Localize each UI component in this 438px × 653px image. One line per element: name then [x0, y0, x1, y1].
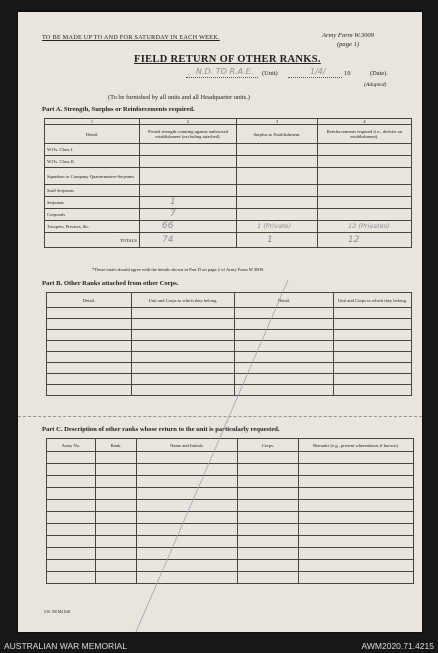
c-header-name: Name and Initials.	[137, 439, 238, 452]
c-header-rank: Rank.	[96, 439, 137, 452]
header-note: TO BE MADE UP TO AND FOR SATURDAY IN EACH WEEK.	[42, 34, 220, 41]
col-num-4: 4	[318, 119, 412, 125]
row-cqms: Squadron or Company Quartermaster-Serjeants	[45, 168, 140, 185]
adapted-label: (Adapted)	[364, 82, 387, 88]
c-header-army-no: Army No.	[47, 439, 96, 452]
page-label: (page 1)	[336, 40, 360, 48]
row-corporals: Corporals	[45, 209, 140, 221]
hw-corporals: 7	[170, 209, 176, 219]
col-num-2: 2	[140, 119, 237, 125]
b-header-unit-1: Unit and Corps to which they belong.	[132, 293, 235, 308]
hw-total-posted: 74	[162, 235, 174, 245]
row-troopers: Troopers, Privates, &c.	[45, 221, 140, 233]
hw-troopers-surplus: 1 (Private)	[257, 222, 292, 230]
hw-troopers-reinf: 12 (Privates)	[348, 222, 390, 230]
part-b-title: Other Ranks attached from other Corps.	[63, 280, 179, 287]
part-a-title: Strength, Surplus or Reinforcements required.	[63, 106, 195, 113]
part-c-title: Description of other ranks whose return to the unit is particularly requested.	[64, 426, 280, 433]
year-prefix: 19	[344, 70, 351, 77]
footer-accession-number: AWM2020.71.4215	[361, 641, 434, 651]
furnish-note: (To be furnished by all units and all Headquarter units.)	[108, 94, 250, 101]
unit-label: (Unit)	[262, 70, 278, 77]
header-reinforcements: Reinforcements required (i.e., deficits on establishment).	[318, 125, 412, 144]
footer-institution: AUSTRALIAN WAR MEMORIAL	[4, 641, 127, 651]
form-number: Army Form W.3009	[322, 32, 374, 39]
handwritten-date: 1/4/	[310, 67, 326, 76]
pencil-strike-line	[18, 12, 422, 632]
header-posted-strength: Posted strength counting against authorised establishment (excluding attached).	[140, 125, 237, 144]
c-header-remarks: Remarks (e.g., present whereabouts if known).	[299, 439, 414, 452]
date-label: (Date).	[370, 70, 388, 77]
col-num-1: 1	[45, 119, 140, 125]
part-c-label: Part C.	[42, 426, 63, 433]
hw-serjeants: 1	[170, 197, 176, 207]
hw-total-surplus: 1	[267, 235, 273, 245]
header-surplus: Surplus to Establishment.	[237, 125, 318, 144]
b-header-detail-2: Detail.	[235, 293, 334, 308]
row-serjeants: Serjeants	[45, 197, 140, 209]
row-wo-class-2: W.Os. Class II.	[45, 156, 140, 168]
hw-troopers: 66	[162, 221, 174, 231]
b-header-detail-1: Detail.	[47, 293, 132, 308]
handwritten-unit: N.D. TO R.A.E.	[196, 67, 254, 76]
print-code: S.W. 350 M4 8/46	[44, 610, 71, 614]
form-title: FIELD RETURN OF OTHER RANKS.	[134, 54, 321, 65]
row-wo-class-1: W.Os. Class I.	[45, 144, 140, 156]
row-staff-serjeants: Staff Serjeants	[45, 185, 140, 197]
part-a-footnote: *These totals should agree with the details shown in Part D on page 2 of Army Form W.3009.	[92, 267, 265, 272]
hw-total-reinf: 12	[348, 235, 360, 245]
c-header-corps: Corps.	[238, 439, 299, 452]
col-num-3: 3	[237, 119, 318, 125]
header-detail: Detail.	[45, 125, 140, 144]
part-a-label: Part A.	[42, 106, 63, 113]
part-b-label: Part B.	[42, 280, 63, 287]
row-totals: TOTALS	[45, 233, 140, 248]
form-sheet	[18, 12, 422, 632]
b-header-unit-2: Unit and Corps to which they belong.	[334, 293, 412, 308]
